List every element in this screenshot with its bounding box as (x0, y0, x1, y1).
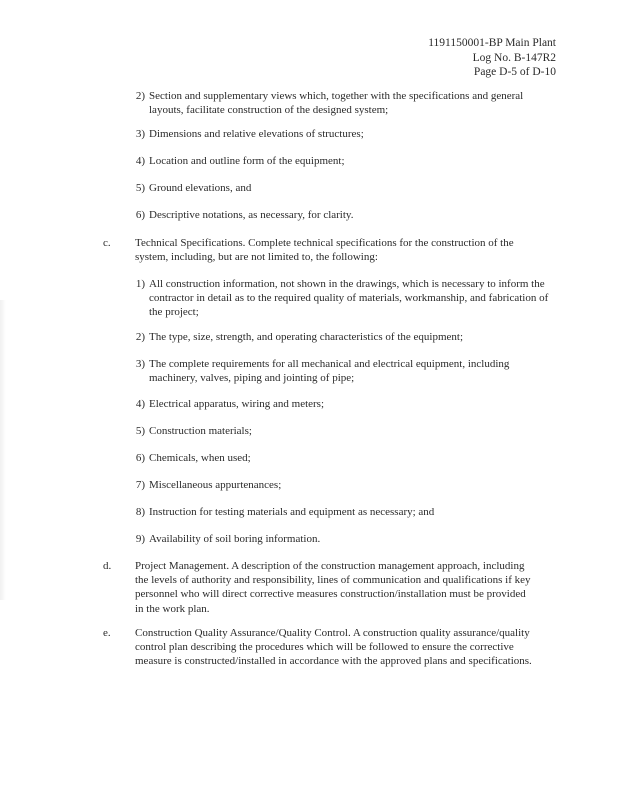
section-letter: d. (103, 560, 112, 572)
item-text: Chemicals, when used; (149, 452, 251, 464)
item-text: Ground elevations, and (149, 182, 252, 194)
page-header (428, 36, 556, 80)
section-text: Construction Quality Assurance/Quality Control. A construction quality assurance/quality control plan describing the procedures which will be followed to ensure the corrective measure is constructed/installed in accordance with the approved plans and specifications. (135, 627, 532, 668)
section-letter: e. (103, 627, 111, 639)
header-page-number: Page D-5 of D-10 (473, 66, 556, 78)
item-number: 6) (135, 209, 145, 221)
item-number: 2) (135, 331, 145, 343)
item-number: 2) (135, 90, 145, 102)
header-log-number: Log No. B-147R2 (472, 51, 556, 64)
section-text: Project Management. A description of the construction management approach, including the levels of authority and responsibility, lines of communication and qualifications if key personnel who will direct corrective measures construction/installation must be provided in the work plan. (135, 560, 531, 615)
scan-shadow (0, 300, 6, 600)
item-number: 4) (135, 398, 145, 410)
item-number: 3) (135, 358, 145, 370)
item-text: The complete requirements for all mechanical and electrical equipment, including machinery, valves, piping and jointing of pipe; (149, 358, 510, 385)
section-letter: c. (103, 237, 111, 249)
item-text: Construction materials; (149, 425, 252, 437)
item-number: 4) (135, 155, 145, 167)
item-text: All construction information, not shown in the drawings, which is necessary to inform the contractor in detail as to the required quality of materials, workmanship, and fabrication of the project; (149, 278, 549, 319)
item-text: Electrical apparatus, wiring and meters; (149, 398, 325, 410)
item-text: Section and supplementary views which, together with the specifications and general layouts, facilitate construction of the designed system; (149, 90, 524, 117)
item-text: Miscellaneous appurtenances; (149, 479, 282, 491)
item-number: 5) (135, 182, 145, 194)
item-number: 1) (135, 278, 145, 290)
item-text: Location and outline form of the equipment; (149, 155, 345, 167)
item-text: Availability of soil boring information. (149, 533, 321, 545)
item-number: 5) (135, 425, 145, 437)
item-number: 8) (135, 506, 145, 518)
item-text: Dimensions and relative elevations of structures; (149, 128, 364, 140)
item-text: The type, size, strength, and operating characteristics of the equipment; (149, 331, 463, 343)
item-number: 9) (135, 533, 145, 545)
item-number: 3) (135, 128, 145, 140)
item-number: 6) (135, 452, 145, 464)
header-permit-number: 1191150001-BP Main Plant (428, 37, 556, 49)
section-text: Technical Specifications. Complete technical specifications for the construction of the system, including, but are not limited to, the following: (135, 237, 514, 264)
item-text: Descriptive notations, as necessary, for clarity. (149, 209, 354, 221)
item-text: Instruction for testing materials and equipment as necessary; and (149, 506, 435, 518)
item-number: 7) (135, 479, 145, 491)
